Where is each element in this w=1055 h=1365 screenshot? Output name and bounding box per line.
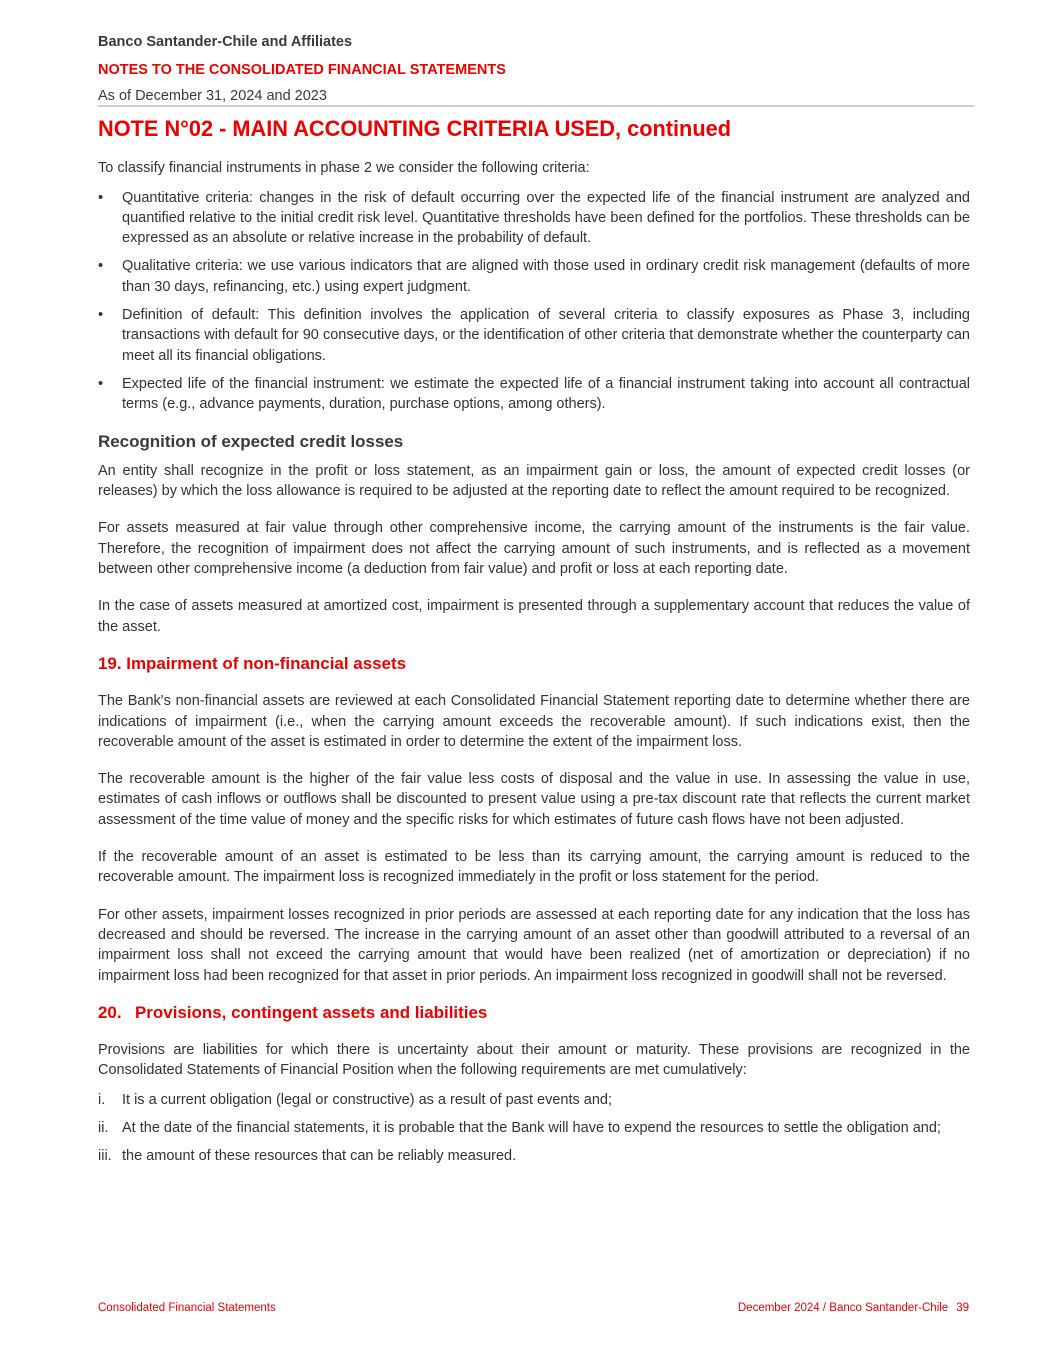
- list-item: [98, 1118, 970, 1138]
- list-item: [98, 256, 970, 297]
- list-item: [98, 1146, 970, 1166]
- section-19-paragraph: If the recoverable amount of an asset is estimated to be less than its carrying amount, the carrying amount is reduced to the recoverable amount. The impairment loss is recognized immediately in the profit or loss statement for the period.: [98, 849, 970, 886]
- list-item: [98, 1090, 970, 1110]
- recognition-heading: Recognition of expected credit losses: [98, 431, 404, 451]
- bullet-mark: •: [98, 258, 104, 275]
- section-19-paragraph: The Bank's non-financial assets are reviewed at each Consolidated Financial Statement reporting date to determine whether there are indications of impairment (i.e., when the carrying amount exceeds the recoverable amount). If such indications exist, then the recoverable amount of the asset is estimated in order to determine the extent of the impairment loss.: [98, 693, 970, 750]
- section-20-title: Provisions, contingent assets and liabilities: [135, 1002, 488, 1022]
- main-content: [98, 116, 970, 1175]
- section-20-number: 20.: [98, 1002, 122, 1022]
- requirements-list: [98, 1090, 970, 1167]
- section-19-heading: 19. Impairment of non-financial assets: [98, 653, 407, 673]
- footer-date-bank: December 2024 / Banco Santander-Chile: [737, 1302, 949, 1314]
- list-item-marker: ii.: [98, 1119, 109, 1136]
- list-item-marker: i.: [98, 1091, 106, 1108]
- header-divider: [98, 105, 974, 107]
- bullet-mark: •: [98, 189, 104, 206]
- list-item-text: Quantitative criteria: changes in the risk of default occurring over the expected life of the financial instrument are analyzed and quantified relative to the initial credit risk level. Quantitative thresholds have been defined for the portfolios. These thresholds can be expressed as an absolute or relative increase in the probability of default.: [122, 189, 970, 247]
- list-item-text: Qualitative criteria: we use various indicators that are aligned with those used in ordinary credit risk management (defaults of more than 30 days, refinancing, etc.) using expert judgment.: [122, 258, 970, 295]
- bullet-mark: •: [98, 375, 104, 392]
- list-item-text: Expected life of the financial instrument: we estimate the expected life of a financial instrument taking into account all contractual terms (e.g., advance payments, duration, purchase options, among others).: [122, 375, 970, 413]
- phase2-criteria-list: [98, 188, 970, 415]
- page-number: 39: [956, 1302, 969, 1314]
- footer-info: [738, 1302, 969, 1314]
- list-item: [98, 374, 970, 415]
- document-title: NOTES TO THE CONSOLIDATED FINANCIAL STATEMENTS: [98, 62, 506, 78]
- recognition-paragraph: In the case of assets measured at amortized cost, impairment is presented through a supplementary account that reduces the value of the asset.: [98, 598, 970, 635]
- list-item-text: It is a current obligation (legal or constructive) as a result of past events and;: [122, 1091, 613, 1108]
- list-item-text: At the date of the financial statements, it is probable that the Bank will have to expend the resources to settle the obligation and;: [122, 1119, 941, 1136]
- section-19-paragraph: The recoverable amount is the higher of the fair value less costs of disposal and the value in use. In assessing the value in use, estimates of cash inflows or outflows shall be discounted to present value using a pre-tax discount rate that reflects the current market assessment of the time value of money and the specific risks for which estimates of future cash flows have not been adjusted.: [98, 771, 970, 828]
- list-item: [98, 305, 970, 366]
- phase2-intro: To classify financial instruments in phase 2 we consider the following criteria:: [98, 160, 590, 177]
- footer-document-name: Consolidated Financial Statements: [98, 1302, 276, 1314]
- section-19-paragraph: For other assets, impairment losses recognized in prior periods are assessed at each reporting date for any indication that the loss has decreased and should be reversed. The increase in the carrying amount of an asset other than goodwill attributed to a reversal of an impairment loss shall not exceed the carrying amount that would have been realized (net of amortization or depreciation) if no impairment loss had been recognized for that asset in prior periods. An impairment loss recognized in goodwill shall not be reversed.: [98, 906, 970, 984]
- section-20-intro: Provisions are liabilities for which there is uncertainty about their amount or maturity. These provisions are recognized in the Consolidated Statements of Financial Position when the following requirements are met cumulatively:: [98, 1042, 970, 1079]
- bullet-mark: •: [98, 307, 104, 324]
- period-line: As of December 31, 2024 and 2023: [98, 88, 327, 104]
- company-name: Banco Santander-Chile and Affiliates: [98, 34, 353, 50]
- section-20-heading: [98, 1003, 970, 1023]
- list-item-marker: iii.: [98, 1148, 112, 1165]
- list-item: [98, 188, 970, 249]
- recognition-paragraph: An entity shall recognize in the profit or loss statement, as an impairment gain or loss, the amount of expected credit losses (or releases) by which the loss allowance is required to be adjusted at the reporting date to reflect the amount required to be recognized.: [98, 462, 970, 500]
- list-item-text: the amount of these resources that can be reliably measured.: [122, 1148, 517, 1165]
- note-heading: NOTE N°02 - MAIN ACCOUNTING CRITERIA USED, continued: [98, 116, 732, 141]
- list-item-text: Definition of default: This definition involves the application of several criteria to classify exposures as Phase 3, including transactions with default for 90 consecutive days, or the identification of other criteria that demonstrate whether the counterparty can meet all its financial obligations.: [122, 307, 970, 364]
- recognition-paragraph: For assets measured at fair value through other comprehensive income, the carrying amount of the instruments is the fair value. Therefore, the recognition of impairment does not affect the carrying amount of such instruments, and is reflected as a movement between other comprehensive income (a deduction from fair value) and profit or loss at each reporting date.: [98, 520, 970, 578]
